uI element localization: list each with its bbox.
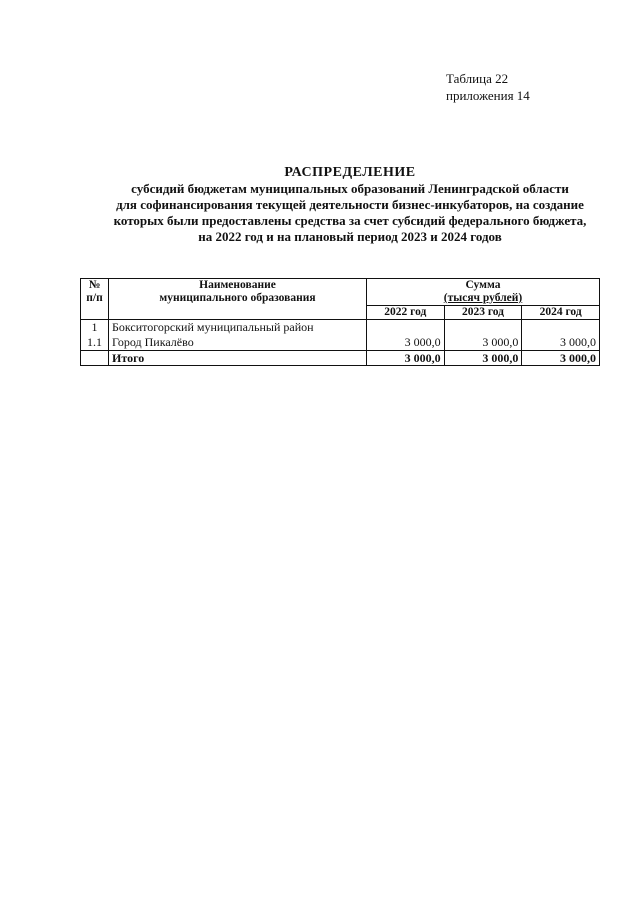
header-sum-unit: (тысяч рублей) [443,292,523,304]
header-sum [367,279,600,306]
row-value-2024 [522,320,600,351]
row-name-district: Бокситогорский муниципальный район [112,320,314,334]
distribution-table [80,278,600,366]
row-value-2022-town: 3 000,0 [404,335,441,349]
row-value-2022 [367,320,445,351]
total-number [81,351,109,366]
title-line-1: субсидий бюджетам муниципальных образований Ленинградской области [131,181,569,196]
table-reference [446,70,530,104]
title-main: РАСПРЕДЕЛЕНИЕ [284,165,416,180]
header-year-2024: 2024 год [522,306,600,320]
table-header-row [81,279,600,306]
total-label: Итого [109,351,367,366]
row-number-district: 1 [91,320,98,334]
header-name-line-2: муниципального образования [159,292,316,304]
row-number [81,320,109,351]
total-value-2022: 3 000,0 [367,351,445,366]
header-name [109,279,367,320]
header-year-2022: 2022 год [367,306,445,320]
header-number [81,279,109,320]
row-value-2023 [444,320,522,351]
header-name-line-1: Наименование [199,279,276,291]
header-sum-line-1: Сумма [465,279,501,291]
document-title [60,164,640,245]
row-number-town: 1.1 [87,335,102,349]
row-name-town: Город Пикалёво [112,335,194,349]
total-value-2023: 3 000,0 [444,351,522,366]
reference-appendix-number: приложения 14 [446,88,530,103]
title-line-2: для софинансирования текущей деятельности бизнес-инкубаторов, на создание [116,197,584,212]
table-total-row [81,351,600,366]
table-row [81,320,600,351]
header-number-abbr: п/п [86,292,103,304]
row-value-2024-town: 3 000,0 [560,335,596,349]
title-line-3: которых были предоставлены средства за счет субсидий федерального бюджета, [113,213,587,228]
total-value-2024: 3 000,0 [522,351,600,366]
reference-table-number: Таблица 22 [446,71,509,86]
header-number-symbol: № [88,279,101,291]
row-name [109,320,367,351]
header-year-2023: 2023 год [444,306,522,320]
title-line-4: на 2022 год и на плановый период 2023 и 2024 годов [198,229,502,244]
row-value-2023-town: 3 000,0 [482,335,519,349]
